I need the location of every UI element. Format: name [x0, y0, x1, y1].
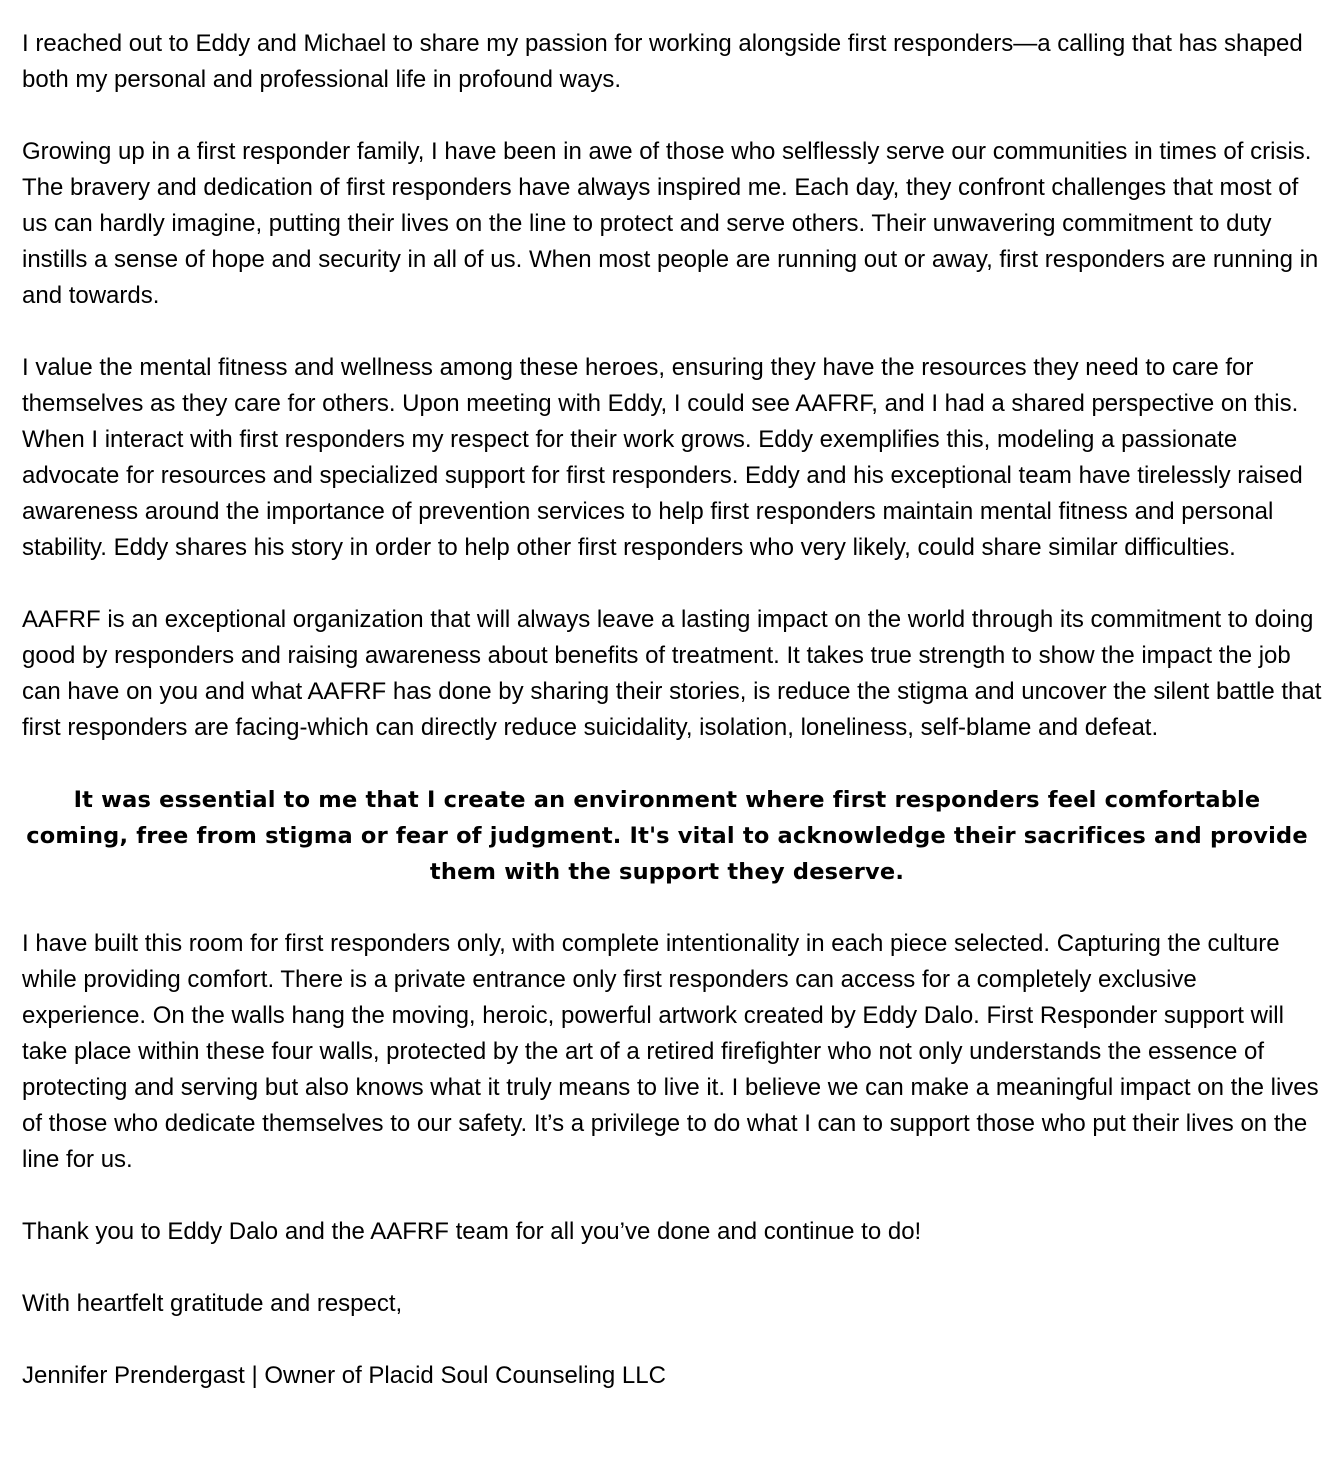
signature-line: Jennifer Prendergast | Owner of Placid Soul Counseling LLC — [22, 1362, 666, 1389]
highlight-quote: It was essential to me that I create an environment where first responders feel comfortable coming, free from stigma or fear of judgment. It's vital to acknowledge their sacrifices and provide them with the support they deserve. — [26, 787, 1308, 885]
paragraph-intro: I reached out to Eddy and Michael to share my passion for working alongside first responders—a calling that has shaped both my personal and professional life in profound ways. — [22, 30, 1303, 93]
paragraph-aafrf: AAFRF is an exceptional organization that will always leave a lasting impact on the world through its commitment to doing good by responders and raising awareness about benefits of treatment. It takes true strength to show the impact the job can have on you and what AAFRF has done by sharing their stories, is reduce the stigma and uncover the silent battle that first responders are facing-which can directly reduce suicidality, isolation, loneliness, self-blame and defeat. — [22, 606, 1322, 741]
paragraph-mental-fitness: I value the mental fitness and wellness among these heroes, ensuring they have the resources they need to care for themselves as they care for others. Upon meeting with Eddy, I could see AAFRF, and I had a shared perspective on this. When I interact with first responders my respect for their work grows. Eddy exemplifies this, modeling a passionate advocate for resources and specialized support for first responders. Eddy and his exceptional team have tirelessly raised awareness around the importance of prevention services to help first responders maintain mental fitness and personal stability. Eddy shares his story in order to help other first responders who very likely, could share similar difficulties. — [22, 354, 1303, 561]
paragraph-room: I have built this room for first responders only, with complete intentionality in each piece selected. Capturing the culture while providing comfort. There is a private entrance only first responders can access for a completely exclusive experience. On the walls hang the moving, heroic, powerful artwork created by Eddy Dalo. First Responder support will take place within these four walls, protected by the art of a retired firefighter who not only understands the essence of protecting and serving but also knows what it truly means to live it. I believe we can make a meaningful impact on the lives of those who dedicate themselves to our safety. It’s a privilege to do what I can to support those who put their lives on the line for us. — [22, 930, 1319, 1173]
paragraph-family: Growing up in a first responder family, I have been in awe of those who selflessly serve our communities in times of crisis. The bravery and dedication of first responders have always inspired me. Each day, they confront challenges that most of us can hardly imagine, putting their lives on the line to protect and serve others. Their unwavering commitment to duty instills a sense of hope and security in all of us. When most people are running out or away, first responders are running in and towards. — [22, 138, 1319, 309]
thanks-line: Thank you to Eddy Dalo and the AAFRF team for all you’ve done and continue to do! — [22, 1218, 922, 1245]
closing-line: With heartfelt gratitude and respect, — [22, 1290, 403, 1317]
